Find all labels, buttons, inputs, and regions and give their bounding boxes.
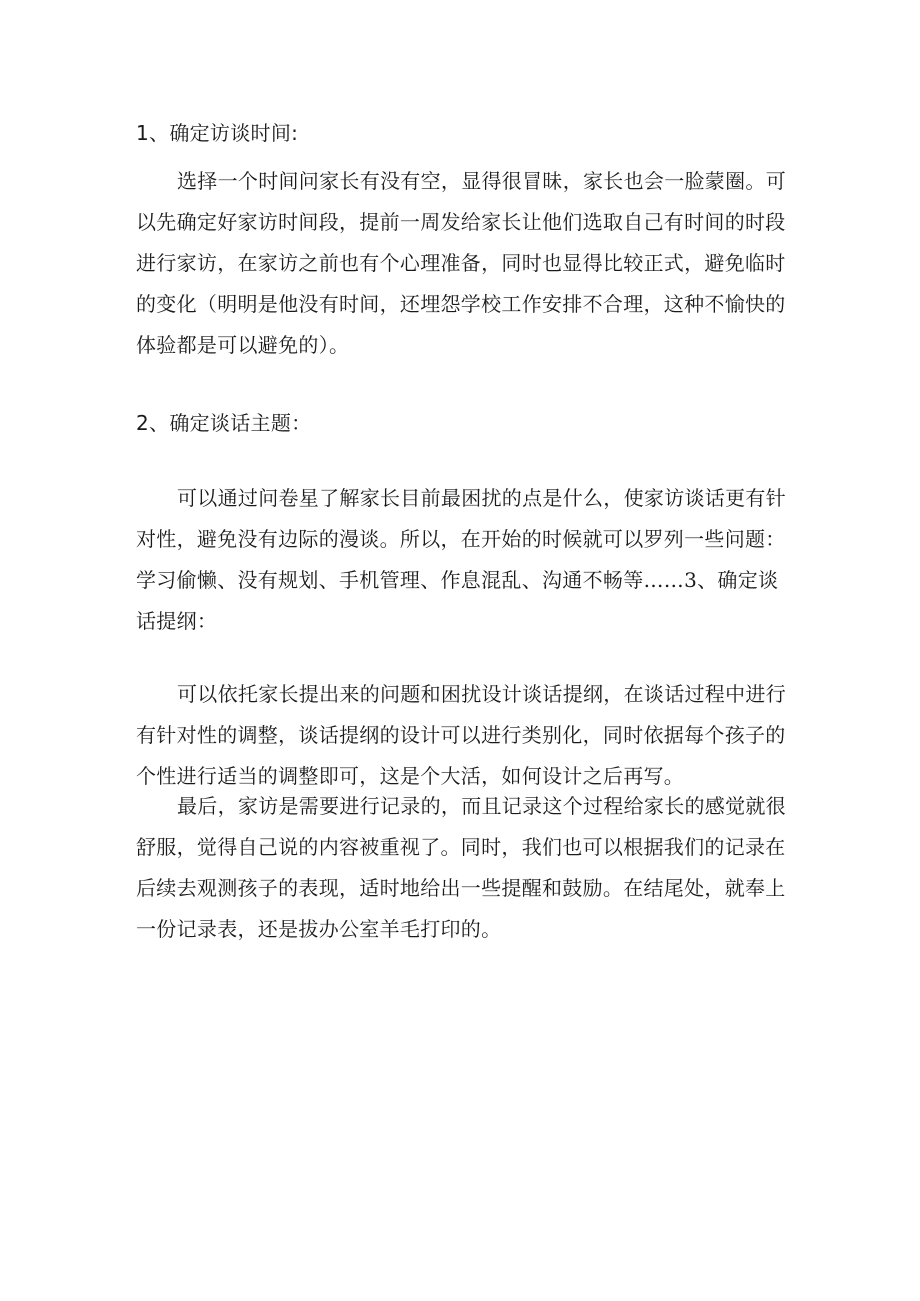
paragraph-outline: 可以依托家长提出来的问题和困扰设计谈话提纲，在谈话过程中进行有针对性的调整，谈话提纲的设计可以进行类别化，同时依据每个孩子的个性进行适当的调整即可，这是个大活，如何设计之后再写。: [136, 682, 786, 788]
section-heading-visit-time: 1、确定访谈时间:: [136, 121, 299, 145]
paragraph-visit-time: 选择一个时间问家长有没有空，显得很冒昧，家长也会一脸蒙圈。可以先确定好家访时间段，提前一周发给家长让他们选取自己有时间的时段进行家访，在家访之前也有个心理准备，同时也显得比较正式，避免临时的变化（明明是他没有时间，还埋怨学校工作安排不合理，这种不愉快的体验都是可以避免的）。: [136, 169, 786, 357]
paragraph-closing: 最后，家访是需要进行记录的，而且记录这个过程给家长的感觉就很舒服，觉得自己说的内容被重视了。同时，我们也可以根据我们的记录在后续去观测孩子的表现，适时地给出一些提醒和鼓励。在结尾处，就奉上一份记录表，还是拔办公室羊毛打印的。: [136, 794, 786, 941]
section-heading-topic: 2、确定谈话主题：: [136, 411, 312, 435]
paragraph-topic: 可以通过问卷星了解家长目前最困扰的点是什么，使家访谈话更有针对性，避免没有边际的漫谈。所以，在开始的时候就可以罗列一些问题：学习偷懒、没有规划、手机管理、作息混乱、沟通不畅等……3、确定谈话提纲：: [136, 486, 786, 633]
